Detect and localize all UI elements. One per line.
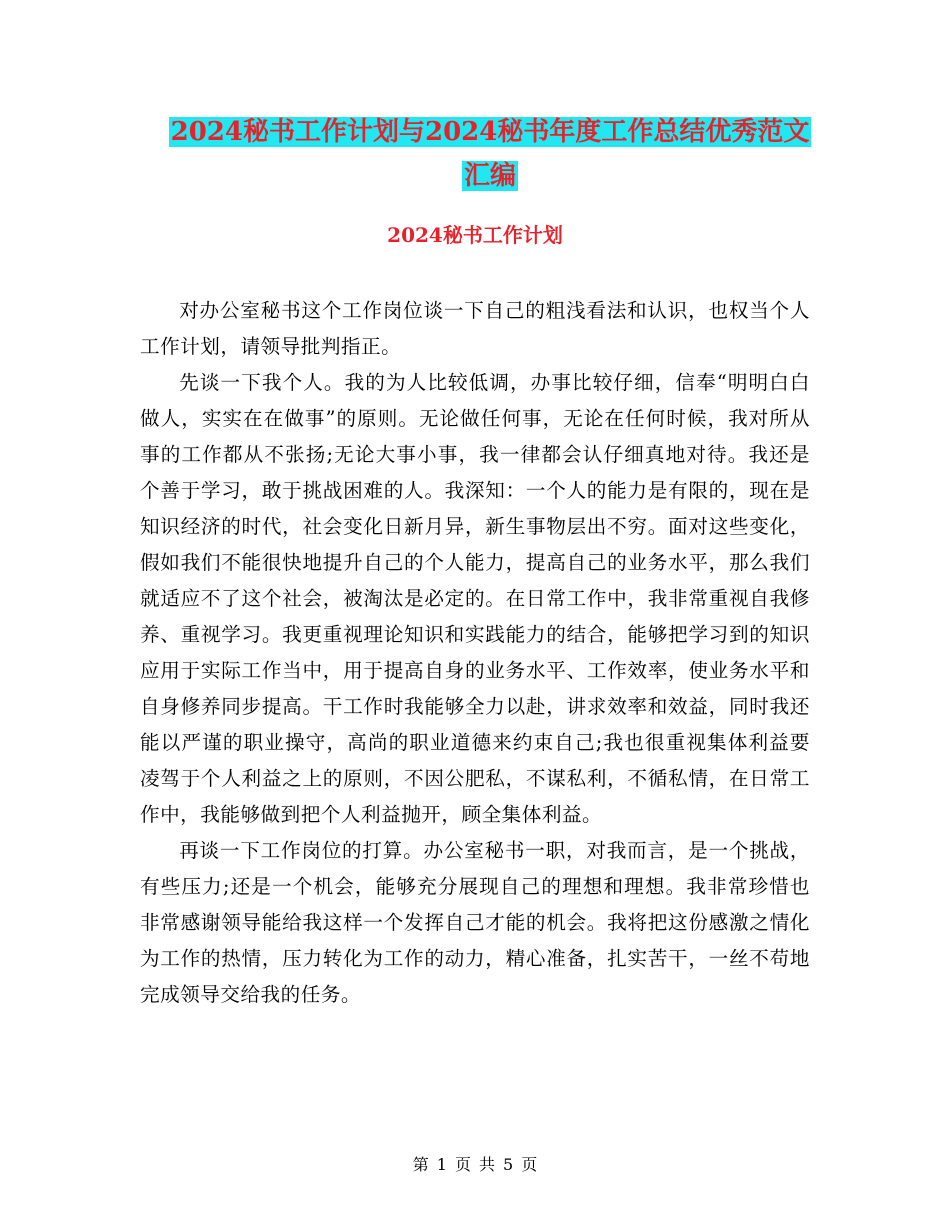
document-title bbox=[140, 110, 840, 198]
document-title-line2: 汇编 bbox=[463, 161, 516, 191]
footer-page-number: 1 bbox=[436, 1155, 447, 1174]
footer-prefix: 第 bbox=[412, 1155, 429, 1174]
footer-page-label: 页 bbox=[454, 1155, 471, 1174]
paragraph: 先谈一下我个人。我的为人比较低调，办事比较仔细，信奉“明明白白做人，实实在在做事”的原则。无论做任何事，无论在任何时候，我对所从事的工作都从不张扬;无论大事小事，我一律都会认仔细真地对待。我还是个善于学习，敢于挑战困难的人。我深知：一个人的能力是有限的，现在是知识经济的时代，社会变化日新月异，新生事物层出不穷。面对这些变化，假如我们不能很快地提升自己的个人能力，提高自己的业务水平，那么我们就适应不了这个社会，被淘汰是必定的。在日常工作中，我非常重视自我修养、重视学习。我更重视理论知识和实践能力的结合，能够把学习到的知识应用于实际工作当中，用于提高自身的业务水平、工作效率，使业务水平和自身修养同步提高。干工作时我能够全力以赴，讲求效率和效益，同时我还能以严谨的职业操守，高尚的职业道德来约束自己;我也很重视集体利益要凌驾于个人利益之上的原则，不因公肥私，不谋私利，不循私情，在日常工作中，我能够做到把个人利益抛开，顾全集体利益。 bbox=[140, 371, 810, 826]
document-body bbox=[140, 293, 810, 1013]
document-title-line1: 2024秘书工作计划与2024秘书年度工作总结优秀范文 bbox=[170, 117, 810, 147]
page-footer bbox=[0, 1153, 950, 1177]
paragraph: 再谈一下工作岗位的打算。办公室秘书一职，对我而言，是一个挑战，有些压力;还是一个机会，能够充分展现自己的理想和理想。我非常珍惜也非常感谢领导能给我这样一个发挥自己才能的机会。我将把这份感激之情化为工作的热情，压力转化为工作的动力，精心准备，扎实苦干，一丝不苟地完成领导交给我的任务。 bbox=[140, 839, 810, 1006]
section-title: 2024秘书工作计划 bbox=[387, 223, 563, 247]
paragraph: 对办公室秘书这个工作岗位谈一下自己的粗浅看法和认识，也权当个人工作计划，请领导批判指正。 bbox=[140, 299, 810, 358]
footer-total-pages: 5 bbox=[503, 1155, 514, 1174]
footer-suffix: 页 bbox=[521, 1155, 538, 1174]
footer-total-label: 共 bbox=[479, 1155, 496, 1174]
